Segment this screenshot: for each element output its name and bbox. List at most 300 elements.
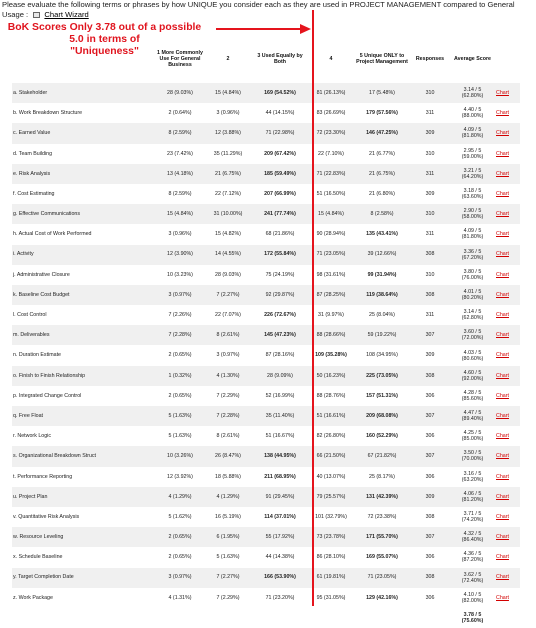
cell-col-3: 241 (77.74%) xyxy=(252,204,308,224)
cell-col-4: 109 (35.28%) xyxy=(315,352,347,359)
average-score: 3.36 / 5 xyxy=(463,248,482,255)
chart-link[interactable]: Chart xyxy=(496,453,509,460)
table-row xyxy=(12,527,520,547)
chart-link[interactable]: Chart xyxy=(496,190,509,197)
cell-col-2: 15 (4.84%) xyxy=(204,83,252,103)
cell-chart xyxy=(495,588,520,608)
cell-col-3: 185 (59.49%) xyxy=(252,164,308,184)
cell-col-4: 15 (4.84%) xyxy=(308,204,354,224)
cell-col-5: 25 (8.04%) xyxy=(369,312,395,318)
cell-col-4: 51 (16.61%) xyxy=(308,406,354,426)
cell-average xyxy=(450,386,495,406)
cell-col-5: 21 (6.75%) xyxy=(354,164,410,184)
chart-link[interactable]: Chart xyxy=(496,534,509,541)
question-prompt: Please evaluate the following terms or phrases by how UNIQUE you consider each as they are used in PROJECT MANAGEMENT compared to General Usage : xyxy=(2,0,515,19)
cell-responses: 309 xyxy=(410,123,450,143)
cell-average xyxy=(450,285,495,305)
cell-col-5: 59 (19.22%) xyxy=(354,325,410,345)
chart-link[interactable]: Chart xyxy=(496,392,509,399)
item-name: o. Finish to Finish Relationship xyxy=(12,366,156,386)
average-percent: (63.60%) xyxy=(461,194,484,201)
cell-average xyxy=(450,123,495,143)
cell-average xyxy=(450,103,495,123)
average-percent: (92.00%) xyxy=(461,375,484,382)
cell-chart xyxy=(495,245,520,265)
cell-col-3: 28 (9.09%) xyxy=(252,366,308,386)
table-row xyxy=(12,204,520,224)
chart-link[interactable]: Chart xyxy=(496,170,509,177)
cell-chart xyxy=(495,406,520,426)
cell-col-4: 95 (31.05%) xyxy=(316,594,346,601)
cell-col-4: 86 (28.10%) xyxy=(316,554,346,561)
average-percent: (63.20%) xyxy=(461,476,484,483)
cell-col-4: 88 (28.76%) xyxy=(316,392,346,399)
empty-cell xyxy=(495,608,520,628)
question-text xyxy=(2,0,534,19)
item-name: a. Stakeholder xyxy=(12,83,156,103)
item-name: c. Earned Value xyxy=(12,123,156,143)
cell-col-2: 6 (1.95%) xyxy=(204,527,252,547)
cell-average xyxy=(450,184,495,204)
cell-average xyxy=(450,204,495,224)
cell-average xyxy=(450,366,495,386)
cell-average xyxy=(450,588,495,608)
chart-wizard-icon[interactable] xyxy=(33,12,40,18)
chart-link[interactable]: Chart xyxy=(496,473,509,480)
cell-col-3: 211 (68.95%) xyxy=(264,473,296,480)
cell-chart xyxy=(495,446,520,466)
average-percent: (62.80%) xyxy=(461,93,484,100)
chart-link[interactable]: Chart xyxy=(496,352,509,359)
item-name: f. Cost Estimating xyxy=(13,190,55,197)
empty-cell xyxy=(252,608,308,628)
chart-link[interactable]: Chart xyxy=(496,412,509,419)
table-row xyxy=(12,144,520,164)
item-name: l. Cost Control xyxy=(13,312,47,318)
cell-col-5: 209 (68.08%) xyxy=(354,406,410,426)
cell-chart xyxy=(495,224,520,244)
average-score: 4.47 / 5 xyxy=(463,410,482,417)
average-score: 3.21 / 5 xyxy=(463,167,482,174)
average-percent: (72.00%) xyxy=(461,335,484,342)
table-row xyxy=(12,366,520,386)
cell-col-1: 2 (0.65%) xyxy=(168,554,192,561)
cell-chart xyxy=(495,164,520,184)
item-name: y. Target Completion Date xyxy=(12,568,156,588)
results-body xyxy=(12,83,520,628)
item-name: k. Baseline Cost Budget xyxy=(12,285,156,305)
cell-average xyxy=(450,467,495,487)
cell-chart xyxy=(495,345,520,365)
cell-col-4: 98 (31.61%) xyxy=(316,271,346,278)
cell-chart xyxy=(495,426,520,446)
average-percent: (81.20%) xyxy=(461,496,484,503)
cell-col-1: 28 (9.03%) xyxy=(156,83,204,103)
cell-col-4: 79 (25.57%) xyxy=(308,487,354,507)
average-percent: (82.00%) xyxy=(461,597,484,604)
average-score: 4.09 / 5 xyxy=(463,228,482,235)
table-row xyxy=(12,305,520,325)
cell-average xyxy=(450,144,495,164)
cell-col-1: 12 (3.92%) xyxy=(167,473,193,480)
cell-responses: 308 xyxy=(410,285,450,305)
chart-link[interactable]: Chart xyxy=(496,89,509,96)
header-col-2: 2 xyxy=(226,55,230,62)
empty-cell xyxy=(12,608,156,628)
table-row xyxy=(12,507,520,527)
average-percent: (81.80%) xyxy=(461,234,484,241)
header-chart xyxy=(495,35,520,83)
cell-col-3: 75 (24.19%) xyxy=(265,271,295,278)
cell-responses: 309 xyxy=(425,352,435,359)
header-col-4: 4 xyxy=(329,55,333,62)
average-percent: (86.40%) xyxy=(461,537,484,544)
chart-link[interactable]: Chart xyxy=(496,271,509,278)
cell-col-2: 8 (2.61%) xyxy=(204,325,252,345)
table-row xyxy=(12,164,520,184)
item-name: e. Risk Analysis xyxy=(12,164,156,184)
total-row xyxy=(12,608,520,628)
average-score: 2.95 / 5 xyxy=(463,147,482,154)
cell-col-3: 35 (11.40%) xyxy=(252,406,308,426)
average-score: 4.60 / 5 xyxy=(463,369,482,376)
cell-responses: 311 xyxy=(425,312,435,318)
cell-average xyxy=(450,345,495,365)
cell-col-3: 207 (66.99%) xyxy=(264,190,296,197)
cell-col-1: 5 (1.62%) xyxy=(168,513,192,520)
cell-col-1: 15 (4.84%) xyxy=(156,204,204,224)
cell-col-3: 51 (16.67%) xyxy=(265,433,295,440)
cell-col-3: 68 (21.86%) xyxy=(265,231,295,238)
cell-col-1: 10 (3.26%) xyxy=(156,446,204,466)
cell-col-4: 31 (9.97%) xyxy=(318,312,344,318)
cell-col-4: 50 (16.23%) xyxy=(308,366,354,386)
chart-link[interactable]: Chart xyxy=(496,332,509,339)
overall-average xyxy=(450,608,495,628)
chart-link[interactable]: Chart xyxy=(496,291,509,298)
chart-link[interactable]: Chart xyxy=(496,150,509,157)
cell-col-2: 7 (2.29%) xyxy=(216,594,240,601)
average-percent: (72.40%) xyxy=(461,577,484,584)
cell-average xyxy=(450,305,495,325)
header-col-1: 1 More Commonly Use For General Business xyxy=(157,49,203,69)
cell-col-2: 15 (4.82%) xyxy=(215,231,241,238)
cell-average xyxy=(450,83,495,103)
cell-col-3: 209 (67.42%) xyxy=(264,150,296,157)
cell-responses: 310 xyxy=(410,204,450,224)
cell-col-4: 73 (23.78%) xyxy=(308,527,354,547)
average-score: 4.01 / 5 xyxy=(463,288,482,295)
average-score: 4.32 / 5 xyxy=(463,531,482,538)
table-row xyxy=(12,123,520,143)
cell-col-3: 87 (28.16%) xyxy=(265,352,295,359)
table-row xyxy=(12,265,520,285)
cell-responses: 306 xyxy=(425,392,435,399)
item-name: r. Network Logic xyxy=(13,433,51,440)
average-score: 4.09 / 5 xyxy=(463,127,482,134)
cell-col-3: 145 (47.23%) xyxy=(252,325,308,345)
average-score: 3.50 / 5 xyxy=(463,450,482,457)
average-score: 2.90 / 5 xyxy=(463,208,482,215)
cell-responses: 306 xyxy=(425,433,435,440)
table-row xyxy=(12,345,520,365)
item-name: d. Team Building xyxy=(13,150,53,157)
cell-col-5: 21 (6.77%) xyxy=(369,150,395,157)
table-row xyxy=(12,467,520,487)
empty-cell xyxy=(354,608,410,628)
overall-average-percent: (75.60%) xyxy=(461,617,484,624)
average-score: 3.62 / 5 xyxy=(463,571,482,578)
cell-responses: 308 xyxy=(410,366,450,386)
chart-link[interactable]: Chart xyxy=(496,211,509,218)
cell-col-5: 131 (42.39%) xyxy=(354,487,410,507)
cell-col-5: 157 (51.31%) xyxy=(366,392,398,399)
cell-responses: 307 xyxy=(410,446,450,466)
item-name: x. Schedule Baseline xyxy=(13,554,63,561)
cell-responses: 310 xyxy=(410,83,450,103)
cell-col-4: 71 (23.05%) xyxy=(308,245,354,265)
cell-chart xyxy=(495,184,520,204)
cell-col-5: 21 (6.80%) xyxy=(369,190,395,197)
cell-chart xyxy=(495,144,520,164)
cell-col-3: 169 (54.52%) xyxy=(252,83,308,103)
cell-responses: 306 xyxy=(425,594,435,601)
average-percent: (85.00%) xyxy=(461,436,484,443)
chart-link[interactable]: Chart xyxy=(496,130,509,137)
cell-col-1: 13 (4.18%) xyxy=(156,164,204,184)
average-percent: (62.80%) xyxy=(461,315,484,322)
chart-link[interactable]: Chart xyxy=(496,251,509,258)
average-score: 3.18 / 5 xyxy=(463,188,482,195)
average-percent: (88.00%) xyxy=(461,113,484,120)
cell-average xyxy=(450,224,495,244)
cell-col-1: 2 (0.65%) xyxy=(168,352,192,359)
cell-chart xyxy=(495,103,520,123)
cell-col-5: 179 (57.56%) xyxy=(366,110,398,117)
cell-average xyxy=(450,568,495,588)
cell-col-3: 166 (53.90%) xyxy=(252,568,308,588)
overall-average-score: 3.78 / 5 xyxy=(463,611,482,618)
chart-link[interactable]: Chart xyxy=(496,433,509,440)
chart-link[interactable]: Chart xyxy=(496,372,509,379)
cell-responses: 307 xyxy=(410,527,450,547)
cell-chart xyxy=(495,325,520,345)
results-table xyxy=(12,35,520,628)
average-score: 3.71 / 5 xyxy=(463,511,482,518)
cell-average xyxy=(450,547,495,567)
cell-col-1: 7 (2.26%) xyxy=(168,312,192,318)
cell-responses: 307 xyxy=(410,325,450,345)
item-name: h. Actual Cost of Work Performed xyxy=(13,231,92,238)
chart-link[interactable]: Chart xyxy=(496,110,509,117)
cell-average xyxy=(450,406,495,426)
cell-col-4: 51 (16.50%) xyxy=(316,190,346,197)
cell-col-5: 67 (21.82%) xyxy=(354,446,410,466)
item-name: p. Integrated Change Control xyxy=(13,392,82,399)
item-name: g. Effective Communications xyxy=(12,204,156,224)
cell-responses: 308 xyxy=(425,513,435,520)
cell-responses: 310 xyxy=(425,271,435,278)
cell-col-4: 71 (22.83%) xyxy=(308,164,354,184)
cell-col-4: 22 (7.10%) xyxy=(318,150,344,157)
average-percent: (58.00%) xyxy=(461,214,484,221)
cell-average xyxy=(450,487,495,507)
table-row xyxy=(12,406,520,426)
cell-col-3: 226 (72.67%) xyxy=(264,312,296,318)
table-row xyxy=(12,184,520,204)
cell-col-3: 71 (22.98%) xyxy=(252,123,308,143)
cell-col-2: 21 (6.75%) xyxy=(204,164,252,184)
cell-col-1: 4 (1.31%) xyxy=(168,594,192,601)
cell-responses: 311 xyxy=(425,231,435,238)
cell-col-2: 16 (5.19%) xyxy=(215,513,241,520)
cell-col-3: 71 (23.20%) xyxy=(265,594,295,601)
average-percent: (76.00%) xyxy=(461,274,484,281)
cell-col-2: 3 (0.97%) xyxy=(216,352,240,359)
header-col-5: 5 Unique ONLY to Project Management xyxy=(356,52,408,65)
red-divider-line xyxy=(312,10,314,606)
cell-col-2: 26 (8.47%) xyxy=(204,446,252,466)
cell-chart xyxy=(495,123,520,143)
average-percent: (87.20%) xyxy=(461,557,484,564)
cell-col-4: 81 (26.13%) xyxy=(308,83,354,103)
cell-responses: 309 xyxy=(425,190,435,197)
cell-col-2: 12 (3.88%) xyxy=(204,123,252,143)
cell-col-1: 7 (2.28%) xyxy=(156,325,204,345)
cell-col-3: 52 (16.99%) xyxy=(265,392,295,399)
item-name: i. Activity xyxy=(12,245,156,265)
cell-col-1: 2 (0.65%) xyxy=(168,392,192,399)
cell-average xyxy=(450,245,495,265)
average-percent: (85.60%) xyxy=(461,395,484,402)
empty-cell xyxy=(156,608,204,628)
average-score: 4.10 / 5 xyxy=(463,591,482,598)
cell-chart xyxy=(495,366,520,386)
chart-link[interactable]: Chart xyxy=(496,574,509,581)
cell-col-3: 44 (14.38%) xyxy=(265,554,295,561)
cell-col-3: 44 (14.15%) xyxy=(265,110,295,117)
cell-chart xyxy=(495,568,520,588)
chart-link[interactable]: Chart xyxy=(496,594,509,601)
cell-average xyxy=(450,507,495,527)
cell-chart xyxy=(495,204,520,224)
cell-col-5: 160 (52.29%) xyxy=(366,433,398,440)
cell-col-5: 171 (55.70%) xyxy=(354,527,410,547)
chart-wizard-link[interactable]: Chart Wizard xyxy=(44,9,89,19)
average-percent: (80.20%) xyxy=(461,294,484,301)
header-item xyxy=(12,35,156,83)
cell-col-2: 7 (2.27%) xyxy=(204,285,252,305)
cell-col-4: 82 (26.80%) xyxy=(316,433,346,440)
cell-col-5: 169 (55.07%) xyxy=(366,554,398,561)
header-average: Average Score xyxy=(454,55,491,62)
cell-col-3: 172 (55.84%) xyxy=(252,245,308,265)
chart-link[interactable]: Chart xyxy=(496,554,509,561)
cell-col-3: 55 (17.92%) xyxy=(252,527,308,547)
cell-chart xyxy=(495,285,520,305)
cell-col-3: 92 (29.87%) xyxy=(252,285,308,305)
cell-col-1: 3 (0.96%) xyxy=(168,231,192,238)
average-percent: (67.20%) xyxy=(461,254,484,261)
item-name: b. Work Breakdown Structure xyxy=(13,110,83,117)
cell-col-5: 17 (5.48%) xyxy=(354,83,410,103)
chart-link[interactable]: Chart xyxy=(496,231,509,238)
chart-link[interactable]: Chart xyxy=(496,312,509,318)
average-score: 4.28 / 5 xyxy=(463,389,482,396)
cell-col-5: 146 (47.25%) xyxy=(354,123,410,143)
cell-col-2: 8 (2.61%) xyxy=(216,433,240,440)
cell-col-1: 8 (2.59%) xyxy=(156,123,204,143)
cell-col-1: 5 (1.63%) xyxy=(168,433,192,440)
cell-col-3: 91 (29.45%) xyxy=(252,487,308,507)
cell-col-2: 14 (4.55%) xyxy=(204,245,252,265)
cell-average xyxy=(450,265,495,285)
item-name: n. Duration Estimate xyxy=(13,352,61,359)
annotation-arrow-shaft xyxy=(216,28,302,30)
average-percent: (89.40%) xyxy=(461,416,484,423)
cell-col-1: 8 (2.59%) xyxy=(168,190,192,197)
chart-link[interactable]: Chart xyxy=(496,493,509,500)
header-row xyxy=(12,35,520,83)
cell-average xyxy=(450,325,495,345)
cell-col-1: 3 (0.97%) xyxy=(156,568,204,588)
cell-col-1: 5 (1.63%) xyxy=(156,406,204,426)
average-score: 4.40 / 5 xyxy=(463,107,482,114)
cell-col-4: 40 (13.07%) xyxy=(316,473,346,480)
average-score: 3.80 / 5 xyxy=(463,268,482,275)
cell-col-1: 2 (0.65%) xyxy=(156,527,204,547)
table-row xyxy=(12,588,520,608)
cell-chart xyxy=(495,527,520,547)
item-name: u. Project Plan xyxy=(12,487,156,507)
cell-col-4: 66 (21.50%) xyxy=(308,446,354,466)
cell-average xyxy=(450,426,495,446)
empty-cell xyxy=(204,608,252,628)
empty-cell xyxy=(410,608,450,628)
cell-average xyxy=(450,446,495,466)
cell-col-2: 7 (2.28%) xyxy=(204,406,252,426)
cell-col-4: 83 (26.69%) xyxy=(316,110,346,117)
cell-col-5: 108 (34.95%) xyxy=(366,352,398,359)
cell-col-2: 18 (5.88%) xyxy=(215,473,241,480)
cell-col-2: 7 (2.27%) xyxy=(204,568,252,588)
average-score: 3.60 / 5 xyxy=(463,329,482,336)
average-percent: (80.60%) xyxy=(461,355,484,362)
cell-responses: 309 xyxy=(410,487,450,507)
cell-col-4: 87 (28.25%) xyxy=(308,285,354,305)
cell-col-5: 119 (38.64%) xyxy=(354,285,410,305)
cell-col-4: 72 (23.30%) xyxy=(308,123,354,143)
cell-col-2: 3 (0.96%) xyxy=(216,110,240,117)
cell-col-1: 12 (3.90%) xyxy=(156,245,204,265)
cell-chart xyxy=(495,305,520,325)
table-row xyxy=(12,285,520,305)
cell-col-3: 114 (37.01%) xyxy=(264,513,296,520)
item-name: j. Administrative Closure xyxy=(13,271,70,278)
average-score: 3.16 / 5 xyxy=(463,470,482,477)
cell-col-5: 71 (23.05%) xyxy=(354,568,410,588)
cell-responses: 311 xyxy=(425,110,435,117)
empty-cell xyxy=(308,608,354,628)
table-row xyxy=(12,325,520,345)
table-row xyxy=(12,426,520,446)
cell-chart xyxy=(495,547,520,567)
cell-col-1: 1 (0.32%) xyxy=(156,366,204,386)
cell-chart xyxy=(495,487,520,507)
table-row xyxy=(12,224,520,244)
cell-col-2: 4 (1.29%) xyxy=(204,487,252,507)
chart-link[interactable]: Chart xyxy=(496,513,509,520)
